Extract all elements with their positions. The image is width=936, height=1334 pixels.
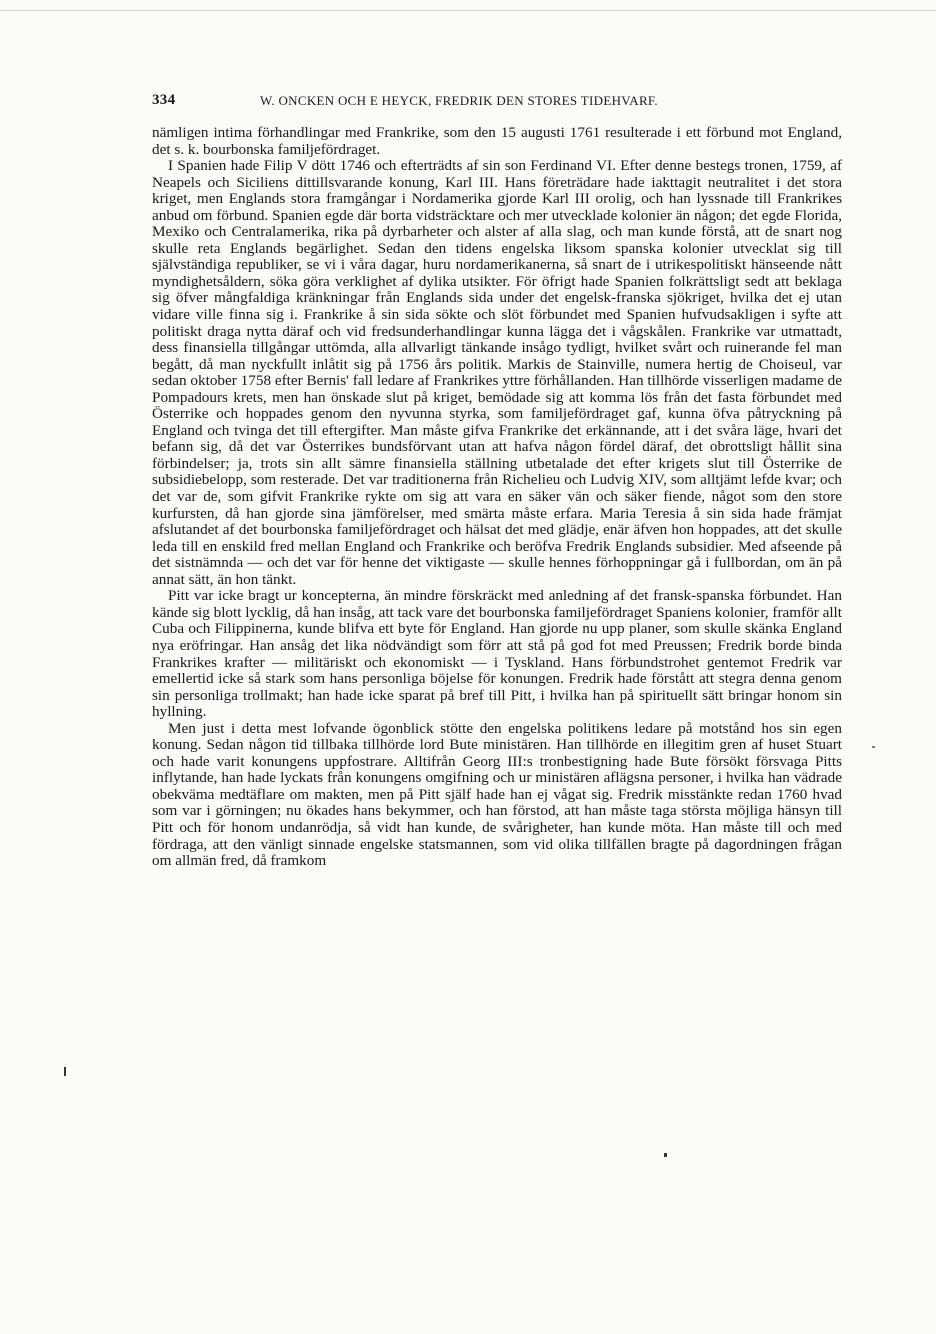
- ink-speck: [664, 1153, 667, 1157]
- body-text: [152, 125, 842, 870]
- page-number: 334: [152, 92, 176, 108]
- running-title: W. ONCKEN OCH E HEYCK, FREDRIK DEN STORES TIDEHVARF.: [260, 93, 658, 108]
- paragraph-continuation: nämligen intima förhandlingar med Frankrike, som den 15 augusti 1761 resulterade i ett förbund mot England, det s. k. bourbonska familjefördraget.: [152, 124, 842, 158]
- margin-mark: [64, 1067, 66, 1076]
- paragraph-pitt: Pitt var icke bragt ur koncepterna, än mindre förskräckt med anledning af det fransk-spanska förbundet. Han kände sig blott lycklig, då han insåg, att tack vare det bourbonska familjefördraget Spaniens kolonier, framför allt Cuba och Filippinerna, kunde blifva ett byte för England. Han gjorde nu upp planer, som skulle skänka England nya eröfringar. Han ansåg det lika nödvändigt som förr att stå på god fot med Preussen; Fredrik borde binda Frankrikes krafter — militäriskt och ekonomiskt — i Tyskland. Hans förbundstrohet gentemot Fredrik var emellertid icke så stark som hans personliga böjelse för konungen. Fredrik hade förstått att stegra denna genom sin personliga trollmakt; han hade icke sparat på bref till Pitt, i hvilka han på spirituellt sätt bringar honom sin hyllning.: [152, 587, 842, 721]
- page-edge-line: [0, 10, 936, 11]
- ink-speck: [872, 746, 875, 748]
- paragraph-bute: Men just i detta mest lofvande ögonblick stötte den engelska politikens ledare på motstånd hos sin egen konung. Sedan någon tid tillbaka tillhörde lord Bute ministären. Han tillhörde en illegitim gren af huset Stuart och hade varit konungens uppfostrare. Alltifrån Georg III:s tronbestigning hade Bute försökt försvaga Pitts inflytande, han hade lyckats från konungens omgifning och ur ministären aflägsna personer, i hvilka han vädrade obekväma medtäflare om makten, men på Pitt själf hade han ej vågat sig. Fredrik misstänkte redan 1760 hvad som var i görningen; nu ökades hans bekymmer, och han förstod, att han måste taga största möjliga hänsyn till Pitt och för honom undanrödja, så vidt han kunde, de svårigheter, han kunde möta. Han måste till och med fördraga, att den vänligt sinnade engelske statsmannen, som vid olika tillfällen bragte på dagordningen frågan om allmän fred, då framkom: [152, 719, 842, 870]
- paragraph-spain: I Spanien hade Filip V dött 1746 och efterträdts af sin son Ferdinand VI. Efter denne bestegs tronen, 1759, af Neapels och Siciliens dittillsvarande konung, Karl III. Hans företrädare hade iakttagit neutralitet i det stora kriget, men Englands stora framgångar i Nordamerika gjorde Karl III orolig, och han lyssnade till Frankrikes anbud om förbund. Spanien egde där borta vidsträcktare och mer utvecklade kolonier än någon; det egde Florida, Mexiko och Centralamerika, rika på dyrbarheter och alster af alla slag, och man kunde förstå, att de snart nog skulle reta Englands begärlighet. Sedan den tidens engelska liksom spanska kolonier utvecklat sig till självständiga republiker, se vi i våra dagar, huru nordamerikanerna, så snart de i utrikespolitiskt hänseende nått myndighetsåldern, söka göra verklighet af dylika utsikter. För öfrigt hade Spanien folkrättsligt sedt att beklaga sig öfver mångfaldiga kränkningar från Englands sida under det engelsk-franska sjökriget, hvilka det ej utan vidare ville finna sig i. Frankrike å sin sida sökte och slöt förbundet med Spanien hufvudsakligen i syfte att politiskt draga nytta däraf och vid fredsunderhandlingar kunna lägga det i vågskålen. Frankrike var utmattadt, dess finansiella tillgångar uttömda, alla allvarligt tänkande insågo tydligt, hvilket svårt och ruinerande fel man begått, då man nyckfullt inlåtit sig på 1756 års politik. Markis de Stainville, numera hertig de Choiseul, var sedan oktober 1758 efter Bernis' fall ledare af Frankrikes yttre förhållanden. Han tillhörde visserligen madame de Pompadours krets, men han önskade slut på kriget, bemödade sig att komma lös från det fasta förbundet med Österrike och hoppades genom den nyvunna styrka, som familjefördraget gaf, kunna öfva påtryckning på England och tvinga det till eftergifter. Man måste gifva Frankrike det erkännande, att i det svåra läge, hvari det befann sig, då det var Österrikes bundsförvant utan att hafva någon fördel däraf, det obrottsligt hållit sina förbindelser; ja, trots sin allt sämre finansiella ställning utbetalade det efter krigets slut till Österrike de subsidiebelopp, som resterade. Det var traditionerna från Richelieu och Ludvig XIV, som alltjämt lefde kvar; och det var de, som gifvit Frankrike rykte om sig att vara en säker vän och säker fiende, något som den store kurfursten, då han gjorde sina jämförelser, med smärta måste erfara. Maria Teresia å sin sida hade främjat afslutandet af det bourbonska familjefördraget och hälsat det med glädje, enär äfven hon hoppades, att det skulle leda till en enskild fred mellan England och Frankrike och beröfva Fredrik Englands subsidier. Med afseende på det sistnämnda — och det var för henne det viktigaste — skulle hennes förhoppningar gå i fullbordan, om än på annat sätt, än hon tänkt.: [152, 157, 842, 588]
